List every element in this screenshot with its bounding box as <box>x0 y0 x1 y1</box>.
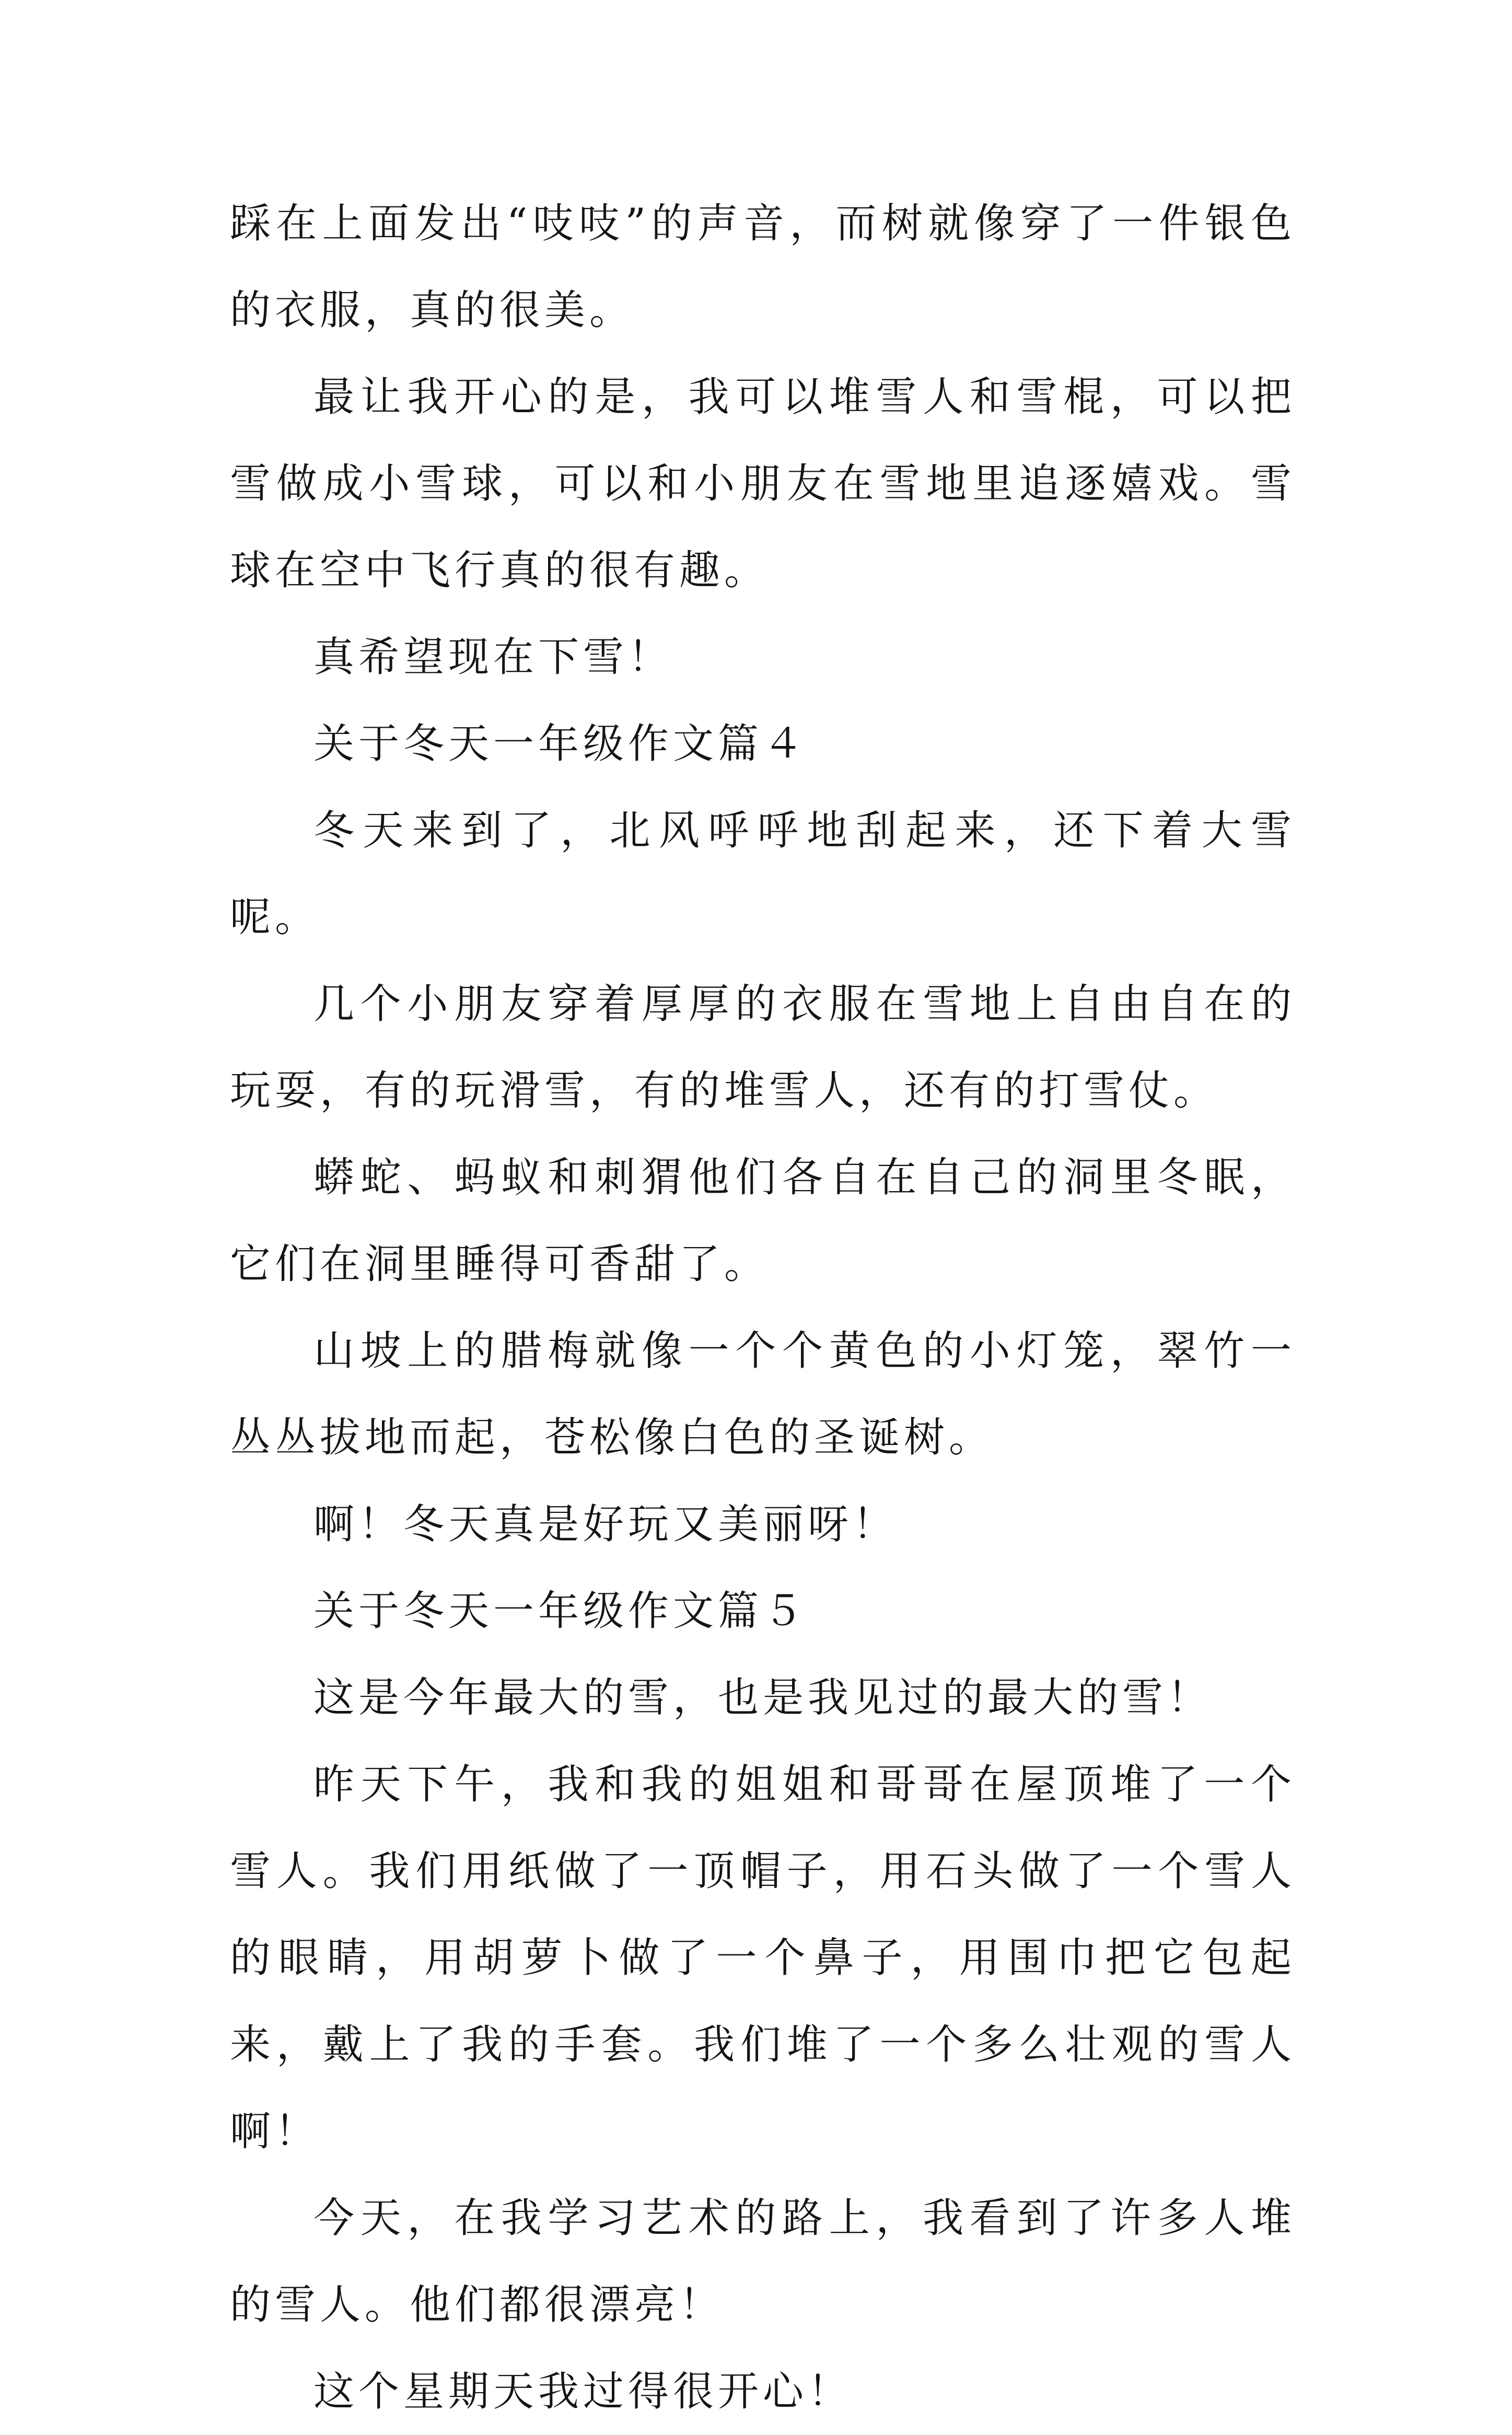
paragraph-snow-fun: 最让我开心的是，我可以堆雪人和雪棍，可以把雪做成小雪球，可以和小朋友在雪地里追逐嬉戏。雪球在空中飞行真的很有趣。 <box>230 374 1296 594</box>
paragraph-wish-snow: 真希望现在下雪！ <box>313 634 673 681</box>
paragraph-continuation: 踩在上面发出“吱吱”的声音，而树就像穿了一件银色的衣服，真的很美。 <box>230 200 1296 334</box>
paragraph-snowman-building: 昨天下午，我和我的姐姐和哥哥在屋顶堆了一个雪人。我们用纸做了一顶帽子，用石头做了一个雪人的眼睛，用胡萝卜做了一个鼻子，用围巾把它包起来，戴上了我的手套。我们堆了一个多么壮观的雪人啊！ <box>230 1761 1296 2155</box>
paragraph-hillside: 山坡上的腊梅就像一个个黄色的小灯笼，翠竹一丛丛拔地而起，苍松像白色的圣诞树。 <box>230 1327 1296 1461</box>
essay-heading-4: 关于冬天一年级作文篇４ <box>313 720 808 767</box>
paragraph-winter-arrives: 冬天来到了，北风呼呼地刮起来，还下着大雪呢。 <box>230 807 1296 941</box>
paragraph-hibernation: 蟒蛇、蚂蚁和刺猬他们各自在自己的洞里冬眠，它们在洞里睡得可香甜了。 <box>230 1154 1296 1288</box>
essay-heading-5: 关于冬天一年级作文篇５ <box>313 1588 808 1635</box>
paragraph-art-road: 今天，在我学习艺术的路上，我看到了许多人堆的雪人。他们都很漂亮！ <box>230 2195 1296 2328</box>
paragraph-biggest-snow: 这是今年最大的雪，也是我见过的最大的雪！ <box>313 1674 1213 1721</box>
paragraph-children-play: 几个小朋友穿着厚厚的衣服在雪地上自由自在的玩耍，有的玩滑雪，有的堆雪人，还有的打雪仗。 <box>230 981 1296 1114</box>
paragraph-winter-beautiful: 啊！冬天真是好玩又美丽呀！ <box>313 1501 898 1548</box>
paragraph-happy-sunday: 这个星期天我过得很开心！ <box>313 2368 853 2415</box>
essay-body <box>230 180 1296 2435</box>
